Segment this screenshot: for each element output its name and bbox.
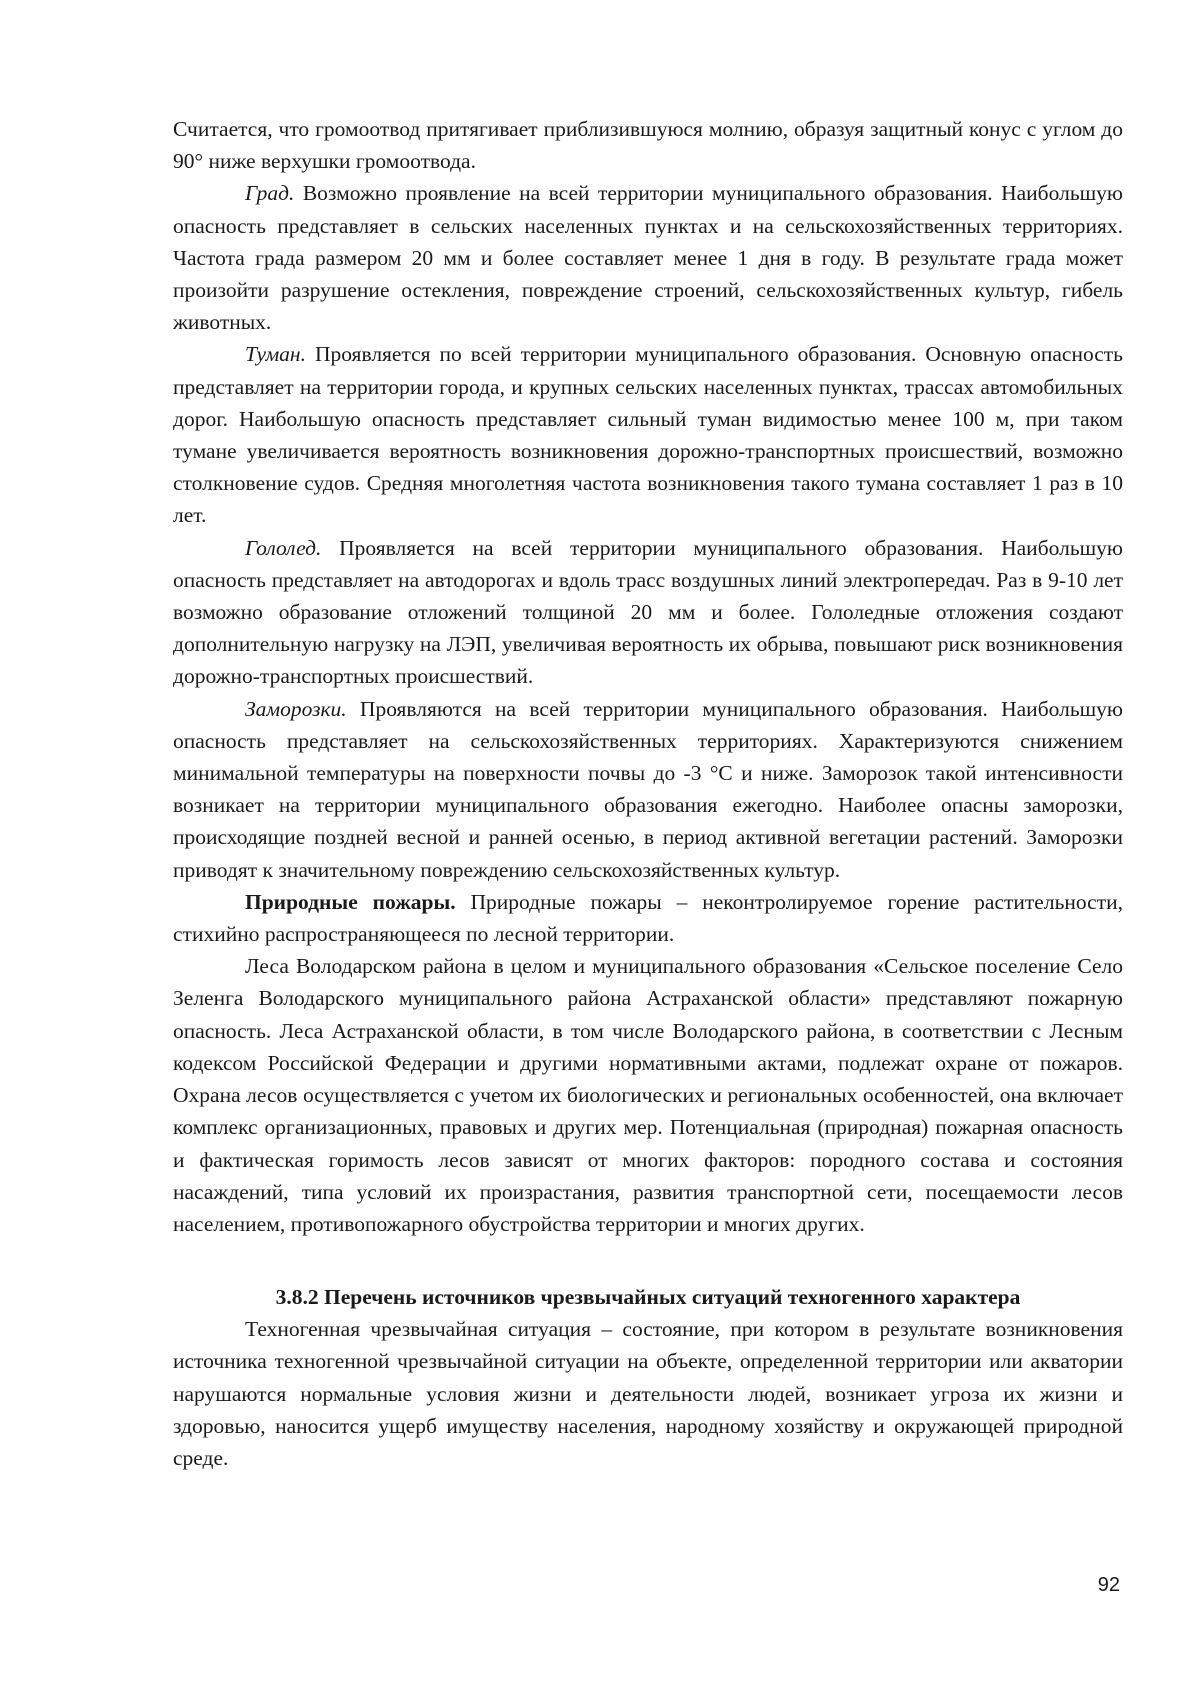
paragraph-text: Проявляется на всей территории муниципального образования. Наибольшую опасность представляет на автодорогах и вдоль трасс воздушных линий электропередач. Раз в 9-10 лет возможно образование отложений толщиной 20 мм и более. Гололедные отложения создают дополнительную нагрузку на ЛЭП, увеличивая вероятность их обрыва, повышают риск возникновения дорожно-транспортных происшествий.	[173, 535, 1123, 689]
paragraph-ice	[173, 532, 1123, 693]
term-wildfires: Природные пожары.	[245, 889, 456, 914]
term-hail: Град.	[245, 181, 295, 206]
paragraph-text: Проявляется по всей территории муниципального образования. Основную опасность представляет на территории города, и крупных сельских населенных пунктах, трассах автомобильных дорог. Наибольшую опасность представляет сильный туман видимостью менее 100 м, при таком тумане увеличивается вероятность возникновения дорожно-транспортных происшествий, возможно столкновение судов. Средняя многолетняя частота возникновения такого тумана составляет 1 раз в 10 лет.	[173, 342, 1123, 528]
page-number: 92	[1097, 1574, 1120, 1596]
term-fog: Туман.	[245, 342, 306, 367]
section-heading: 3.8.2 Перечень источников чрезвычайных ситуаций техногенного характера	[275, 1285, 1021, 1310]
paragraph-hail	[173, 177, 1123, 338]
paragraph-fog	[173, 338, 1123, 531]
paragraph-forests	[173, 950, 1123, 1240]
term-ice: Гололед.	[245, 535, 322, 560]
term-frost: Заморозки.	[245, 696, 347, 721]
paragraph-text: Возможно проявление на всей территории муниципального образования. Наибольшую опасность представляет в сельских населенных пунктах и на сельскохозяйственных территориях. Частота града размером 20 мм и более составляет менее 1 дня в году. В результате града может произойти разрушение остекления, повреждение строений, сельскохозяйственных культур, гибель животных.	[173, 181, 1123, 335]
paragraph-lightning-rod	[173, 113, 1123, 177]
document-body	[173, 113, 1123, 1474]
paragraph-frost	[173, 693, 1123, 886]
paragraph-text: Природные пожары – неконтролируемое горение растительности, стихийно распространяющееся по лесной территории.	[173, 889, 1123, 947]
paragraph-text: Считается, что громоотвод притягивает приблизившуюся молнию, образуя защитный конус с углом до 90° ниже верхушки громоотвода.	[173, 117, 1123, 174]
paragraph-text: Леса Володарском района в целом и муниципального образования «Сельское поселение Село Зеленга Володарского муниципального района Астраханской области» представляют пожарную опасность. Леса Астраханской области, в том числе Володарского района, в соответствии с Лесным кодексом Российской Федерации и другими нормативными актами, подлежат охране от пожаров. Охрана лесов осуществляется с учетом их биологических и региональных особенностей, она включает комплекс организационных, правовых и других мер. Потенциальная (природная) пожарная опасность и фактическая горимость лесов зависят от многих факторов: породного состава и состояния насаждений, типа условий их произрастания, развития транспортной сети, посещаемости лесов населением, противопожарного обустройства территории и многих других.	[173, 954, 1123, 1236]
paragraph-text: Проявляются на всей территории муниципального образования. Наибольшую опасность представляет на сельскохозяйственных территориях. Характеризуются снижением минимальной температуры на поверхности почвы до -3 °С и ниже. Заморозок такой интенсивности возникает на территории муниципального образования ежегодно. Наиболее опасны заморозки, происходящие поздней весной и ранней осенью, в период активной вегетации растений. Заморозки приводят к значительному повреждению сельскохозяйственных культур.	[173, 696, 1123, 882]
paragraph-technogenic	[173, 1313, 1123, 1474]
paragraph-wildfires	[173, 886, 1123, 950]
paragraph-text: Техногенная чрезвычайная ситуация – состояние, при котором в результате возникновения источника техногенной чрезвычайной ситуации на объекте, определенной территории или акватории нарушаются нормальные условия жизни и деятельности людей, возникает угроза их жизни и здоровью, наносится ущерб имуществу населения, народному хозяйству и окружающей природной среде.	[173, 1317, 1123, 1470]
